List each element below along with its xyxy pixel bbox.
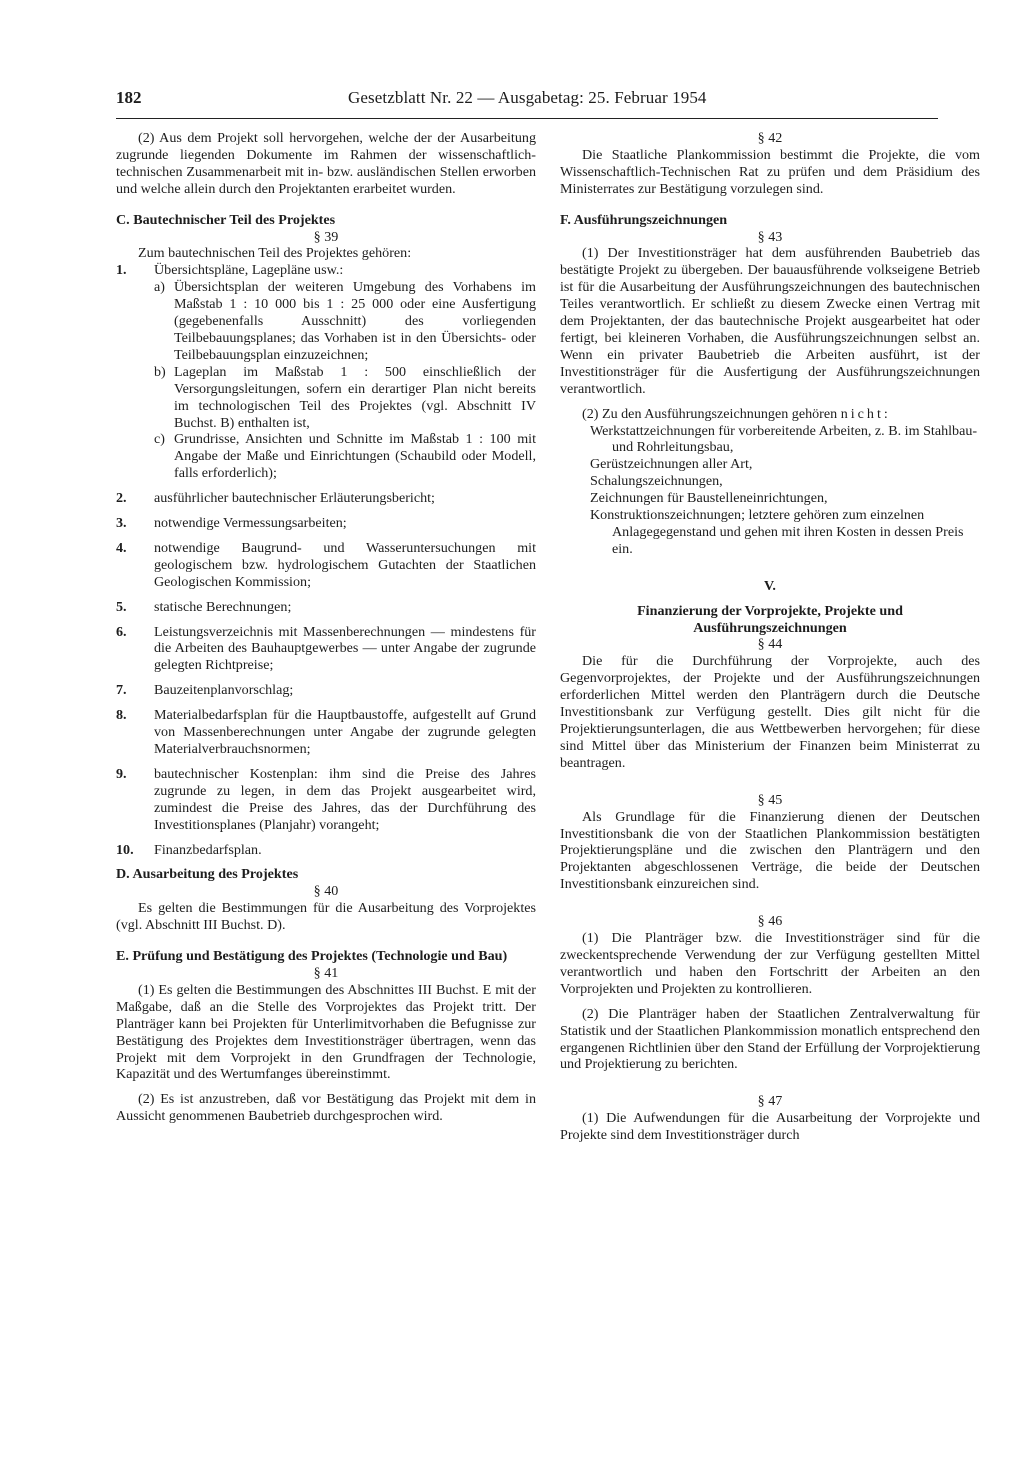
list-item-8 (116, 707, 536, 758)
list-number: 3. (116, 515, 127, 532)
list-text: notwendige Vermessungsarbeiten; (154, 515, 347, 532)
section-sign-46: § 46 (757, 913, 783, 930)
list-number: 8. (116, 707, 127, 724)
paragraph-43-2 (560, 406, 980, 423)
list-text: Lageplan im Maßstab 1 : 500 einschließlich der Versorgungsleitungen, sofern ein derartiger Plan nicht bereits im technologischen Teil des Projektes (vgl. Abschnitt IV Buchst. B) enthalten ist, (174, 363, 536, 431)
exclusion-item-5: Konstruktionszeichnungen; letztere gehören zum einzelnen Anlagegegenstand und gehen mit ihren Kosten in dessen Preis ein. (590, 507, 964, 557)
list-text: Übersichtspläne, Lagepläne usw.: (154, 262, 344, 279)
section-e-heading: E. Prüfung und Bestätigung des Projektes (Technologie und Bau) (116, 948, 508, 965)
page-number: 182 (116, 88, 142, 107)
section-d-heading: D. Ausarbeitung des Projektes (116, 866, 299, 883)
section-sign-44: § 44 (757, 636, 783, 653)
paragraph-46-2: (2) Die Planträger haben der Staatlichen Zentralverwaltung für Statistik und der Staatlichen Plankommission monatlich entsprechend den ergangenen Richtlinien über den Stand der Erfüllung der Vorprojektierung und Projektierung zu berichten. (560, 1005, 980, 1073)
section-sign-43: § 43 (757, 228, 783, 245)
list-text: Grundrisse, Ansichten und Schnitte im Maßstab 1 : 100 mit Angabe der Maße und Einrichtungen (Schaubild oder Modell, falls erforderlich); (174, 431, 536, 482)
header-rule (116, 118, 938, 119)
list-letter: c) (154, 431, 165, 448)
list-item-3 (116, 515, 536, 532)
list-text: Bauzeitenplanvorschlag; (154, 682, 294, 699)
section-sign-40: § 40 (313, 883, 339, 900)
list-item-10 (116, 842, 536, 859)
part-number-v: V. (764, 577, 776, 594)
section-sign-39: § 39 (313, 228, 339, 245)
list-item-1 (116, 262, 536, 279)
list-subitem-b (116, 364, 536, 432)
paragraph-41-1: (1) Es gelten die Bestimmungen des Abschnittes III Buchst. E mit der Maßgabe, daß an die Stelle des Vorprojektes das Projekt tritt. Der Planträger kann bei Projekten für Unterlimitvorhaben die Befugnisse zur Bestätigung des Projektes dem Investitionsträger übertragen, wenn das Projekt mit dem Vorprojekt in den Grundfragen der Technologie, Kapazität und des Wertumfanges übereinstimmt. (116, 981, 536, 1083)
paragraph-38-2: (2) Aus dem Projekt soll hervorgehen, welche der der Ausarbeitung zugrunde liegenden Dokumente im Rahmen der wissenschaftlich-technischen Zusammenarbeit mit in- bzw. ausländischen Stellen erworben und welche allein durch den Projektanten erarbeitet wurden. (116, 130, 536, 197)
list-text: Materialbedarfsplan für die Hauptbaustoffe, aufgestellt auf Grund von Massenberechnungen unter Angabe der zugrunde gelegten Materialverbrauchsnormen; (154, 707, 536, 757)
list-subitem-a (116, 279, 536, 364)
paragraph-45: Als Grundlage für die Finanzierung dienen der Deutschen Investitionsbank die von der Staatlichen Plankommission bestätigten Projektierungspläne und die zwischen den Planträgern und den Projektanten abgeschlossenen Verträge, die beide der Deutschen Investitionsbank einzureichen sind. (560, 808, 980, 893)
list-text: statische Berechnungen; (154, 598, 292, 615)
list-number: 4. (116, 539, 127, 556)
paragraph-39-intro: Zum bautechnischen Teil des Projektes gehören: (138, 245, 412, 262)
list-item-4 (116, 540, 536, 591)
running-head: Gesetzblatt Nr. 22 — Ausgabetag: 25. Februar 1954 (348, 88, 707, 107)
list-letter: b) (154, 363, 166, 380)
paragraph-43-1: (1) Der Investitionsträger hat dem ausführenden Baubetrieb das bestätigte Projekt zu übergeben. Der bauausführende volkseigene Betrieb ist für die Ausarbeitung der Ausführungszeichnungen des bautechnischen Teiles verantwortlich. Er schließt zu diesem Zwecke einen Vertrag mit dem Projektanten, der das bautechnische Projekt ausgearbeitet hat oder fertigt, bei kleineren Vorhaben, die Ausführungszeichnungen selbst an. Wenn ein privater Baubetrieb die Arbeiten ausführt, ist der Investitionsträger für die Ausfertigung der Ausführungszeichnungen verantwortlich. (560, 245, 980, 397)
list-text: ausführlicher bautechnischer Erläuterungsbericht; (154, 490, 435, 507)
paragraph-42: Die Staatliche Plankommission bestimmt die Projekte, die vom Wissenschaftlich-Technischen Rat zu prüfen und dem Präsidium des Ministerrates zur Bestätigung vorzulegen sind. (560, 146, 980, 197)
list-item-7 (116, 682, 536, 699)
list-item-5 (116, 599, 536, 616)
list-letter: a) (154, 279, 165, 296)
part-v-heading: Finanzierung der Vorprojekte, Projekte und Ausführungszeichnungen (637, 602, 903, 636)
list-item-2 (116, 490, 536, 507)
exclusion-item-3: Schalungszeichnungen, (590, 473, 723, 490)
paragraph-41-2: (2) Es ist anzustreben, daß vor Bestätigung das Projekt mit dem in Aussicht genommenen Baubetrieb durchgesprochen wird. (116, 1091, 536, 1125)
list-item-6 (116, 624, 536, 675)
list-text: Finanzbedarfsplan. (154, 841, 262, 858)
section-sign-47: § 47 (757, 1093, 783, 1110)
paragraph-46-1: (1) Die Planträger bzw. die Investitionsträger sind für die zweckentsprechende Verwendung der zur Verfügung gestellten Mittel verantwortlich und haben den Fortschritt der Arbeiten an den Vorprojekten und Projekten zu kontrollieren. (560, 930, 980, 997)
paragraph-40: Es gelten die Bestimmungen für die Ausarbeitung des Vorprojektes (vgl. Abschnitt III Buchst. D). (116, 900, 536, 934)
section-f-heading: F. Ausführungszeichnungen (560, 211, 728, 228)
exclusion-item-1: Werkstattzeichnungen für vorbereitende Arbeiten, z. B. im Stahlbau- und Rohrleitungsbau, (590, 422, 978, 456)
emphasis-nicht: nicht: (840, 405, 891, 422)
list-number: 1. (116, 262, 127, 279)
list-number: 9. (116, 765, 127, 782)
list-number: 2. (116, 490, 127, 507)
paragraph-44: Die für die Durchführung der Vorprojekte, auch des Gegenvorprojektes, der Projekte und der Ausführungszeichnungen erforderlichen Mittel werden den Planträgern durch die Deutsche Investitionsbank zur Verfügung gestellt. Dies gilt nicht für die Projektierungsunterlagen, die aus Wettbewerben hervorgehen; für diese sind Mittel über das Ministerium der Finanzen beim Ministerrat zu beantragen. (560, 653, 980, 771)
list-item-9 (116, 766, 536, 834)
list-text: Leistungsverzeichnis mit Massenberechnungen — mindestens für die Arbeiten des Bauhauptgewerbes — unter Angabe der zugrunde gelegten Richtpreise; (154, 623, 536, 674)
section-sign-45: § 45 (757, 791, 783, 808)
paragraph-43-2-text: (2) Zu den Ausführungszeichnungen gehören (582, 405, 838, 422)
exclusion-item-2: Gerüstzeichnungen aller Art, (590, 456, 753, 473)
section-sign-42: § 42 (757, 130, 783, 146)
list-number: 5. (116, 598, 127, 615)
exclusion-item-4: Zeichnungen für Baustelleneinrichtungen, (590, 490, 828, 507)
list-number: 6. (116, 623, 127, 640)
list-subitem-c (116, 431, 536, 482)
page-header (116, 88, 938, 118)
list-number: 10. (116, 841, 134, 858)
left-column (116, 130, 536, 1125)
list-text: notwendige Baugrund- und Wasseruntersuchungen mit geologischem bzw. hydrologischem Gutachten der Staatlichen Geologischen Kommission; (154, 539, 536, 590)
list-text: Übersichtsplan der weiteren Umgebung des Vorhabens im Maßstab 1 : 10 000 bis 1 : 25 000 oder eine Ausfertigung (gegebenenfalls Ausschnitt) des vorliegenden Teilbebauungsplanes; das Vorhaben ist in den Übersichts- oder Teilbebauungsplan einzuzeichnen; (174, 279, 536, 363)
section-c-heading: C. Bautechnischer Teil des Projektes (116, 211, 336, 228)
section-sign-41: § 41 (313, 964, 339, 981)
list-number: 7. (116, 682, 127, 699)
paragraph-47-1: (1) Die Aufwendungen für die Ausarbeitung der Vorprojekte und Projekte sind dem Investitionsträger durch (560, 1110, 980, 1144)
right-column (560, 130, 980, 1144)
list-text: bautechnischer Kostenplan: ihm sind die Preise des Jahres zugrunde zu legen, in dem das Projekt ausgearbeitet wird, zumindest die Preise des Jahres, das der Durchführung des Investitionsplanes (Planjahr) vorangeht; (154, 765, 536, 833)
